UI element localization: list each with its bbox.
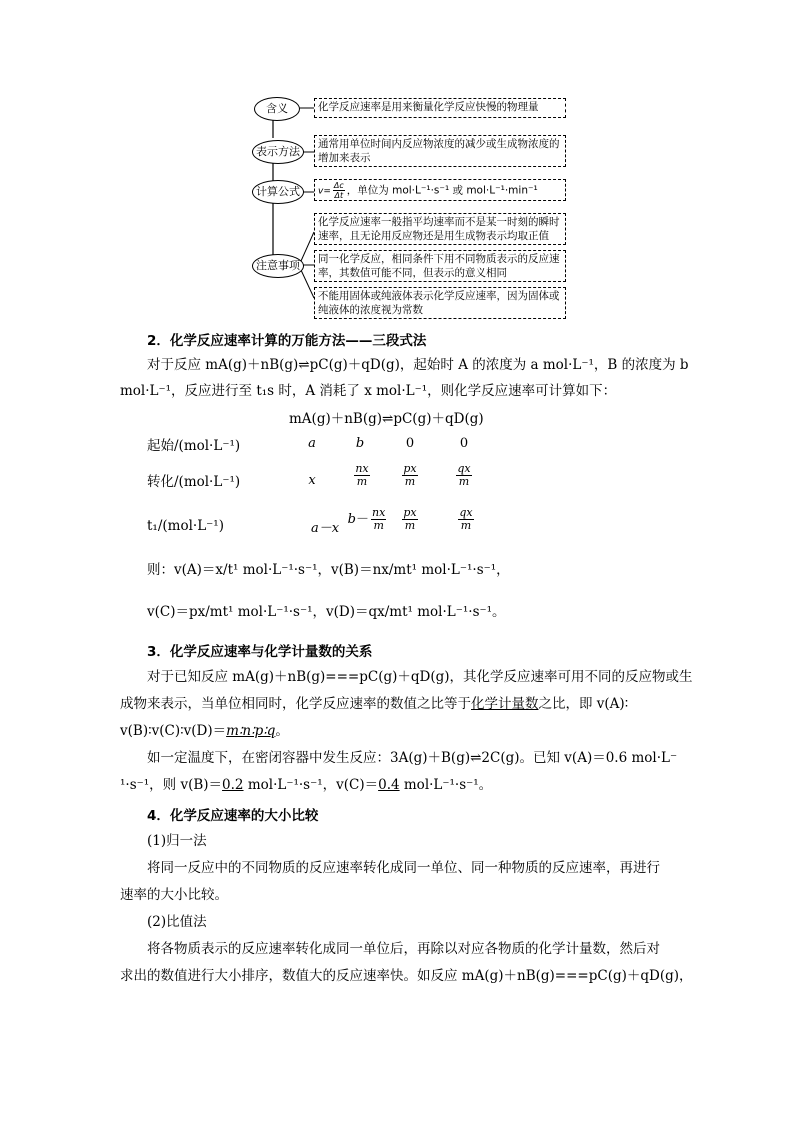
formula-v: v= — [318, 186, 331, 197]
section-2-line-2: mol·L⁻¹，反应进行至 t₁s 时，A 消耗了 x mol·L⁻¹，则化学反应速率可计算如下： — [120, 383, 617, 399]
box-note-3: 不能用固体或纯液体表示化学反应速率，因为固体或纯液体的浓度视为常数 — [314, 287, 566, 319]
row-t1-d: $\frac{qx}{m}$ — [459, 506, 473, 532]
row-change-label: 转化/(mol·L⁻¹) — [147, 474, 241, 490]
section-4-heading: 4．化学反应速率的大小比较 — [147, 808, 319, 824]
section-3-line-3: v(B)∶v(C)∶v(D)＝m∶n∶p∶q。 — [120, 723, 289, 739]
row-change-d: $\frac{qx}{m}$ — [457, 462, 471, 488]
rate-formulas-2: v(C)＝px/mt¹ mol·L⁻¹·s⁻¹，v(D)＝qx/mt¹ mol·L⁻¹·s⁻¹。 — [147, 604, 506, 620]
node-formula: 计算公式 — [252, 180, 304, 204]
row-t1-c: $\frac{px}{m}$ — [403, 506, 417, 532]
answer-vc: 0.4 — [378, 777, 400, 793]
answer-vb: 0.2 — [222, 777, 244, 793]
row-change-b: $\frac{nx}{m}$ — [355, 462, 369, 488]
section-3-line-2: 成物来表示，当单位相同时，化学反应速率的数值之比等于化学计量数之比，即 v(A)∶ — [120, 696, 629, 712]
formula-unit: 单位为 mol·L⁻¹·s⁻¹ 或 mol·L⁻¹·min⁻¹ — [357, 184, 538, 197]
box-meaning: 化学反应速率是用来衡量化学反应快慢的物理量 — [314, 98, 566, 118]
node-notes: 注意事项 — [252, 254, 304, 278]
formula-fraction: $\frac{\Delta c}{\Delta t}$ — [333, 181, 344, 200]
method-2-title: (2)比值法 — [147, 914, 207, 930]
row-initial-c: 0 — [405, 436, 415, 451]
method-1-title: (1)归一法 — [147, 833, 207, 849]
method-1-line-2: 速率的大小比较。 — [120, 887, 228, 903]
row-change-a: x — [308, 473, 316, 488]
box-note-2: 同一化学反应，相同条件下用不同物质表示的反应速率，其数值可能不同，但表示的意义相同 — [314, 250, 566, 282]
box-formula: v= $\frac{\Delta c}{\Delta t}$ ，单位为 mol·L⁻¹·s⁻¹ 或 mol·L⁻¹·min⁻¹ — [314, 179, 566, 201]
row-initial-a: a — [308, 436, 316, 451]
diagram-connectors — [230, 95, 320, 320]
rate-formulas-1: 则：v(A)＝x/t¹ mol·L⁻¹·s⁻¹，v(B)＝nx/mt¹ mol·L⁻¹·s⁻¹， — [147, 562, 510, 578]
row-t1-label: t₁/(mol·L⁻¹) — [147, 518, 224, 534]
section-3-line-4: 如一定温度下，在密闭容器中发生反应：3A(g)＋B(g)⇌2C(g)。已知 v(A)＝0.6 mol·L⁻ — [147, 750, 678, 766]
section-3-line-1: 对于已知反应 mA(g)＋nB(g)===pC(g)＋qD(g)，其化学反应速率可用不同的反应物或生 — [147, 669, 693, 685]
method-2-line-1: 将各物质表示的反应速率转化成同一单位后，再除以对应各物质的化学计量数，然后对 — [147, 941, 660, 957]
section-2-line-1: 对于反应 mA(g)＋nB(g)⇌pC(g)＋qD(g)，起始时 A 的浓度为 a mol·L⁻¹，B 的浓度为 b — [147, 357, 689, 373]
answer-ratio: m∶n∶p∶q — [226, 723, 276, 739]
row-change-c: $\frac{px}{m}$ — [403, 462, 417, 488]
section-2-heading: 2．化学反应速率计算的万能方法——三段式法 — [147, 333, 427, 349]
box-representation: 通常用单位时间内反应物浓度的减少或生成物浓度的增加来表示 — [314, 135, 566, 167]
row-t1-b: b－ $\frac{nx}{m}$ — [347, 506, 386, 532]
row-initial-label: 起始/(mol·L⁻¹) — [147, 438, 241, 454]
row-t1-a: a－x — [310, 521, 340, 536]
equation-three-stage: mA(g)＋nB(g)⇌pC(g)＋qD(g) — [289, 411, 484, 427]
row-initial-b: b — [355, 436, 365, 451]
row-initial-d: 0 — [459, 436, 469, 451]
section-3-line-5: ¹·s⁻¹，则 v(B)＝0.2 mol·L⁻¹·s⁻¹，v(C)＝0.4 mol·L⁻¹·s⁻¹。 — [120, 777, 493, 793]
box-note-1: 化学反应速率一般指平均速率而不是某一时刻的瞬时速率，且无论用反应物还是用生成物表示均取正值 — [314, 213, 566, 245]
node-representation: 表示方法 — [252, 140, 304, 164]
node-meaning: 含义 — [254, 97, 300, 121]
section-3-heading: 3．化学反应速率与化学计量数的关系 — [147, 644, 373, 660]
method-1-line-1: 将同一反应中的不同物质的反应速率转化成同一单位、同一种物质的反应速率，再进行 — [147, 860, 660, 876]
method-2-line-2: 求出的数值进行大小排序，数值大的反应速率快。如反应 mA(g)＋nB(g)===pC(g)＋qD(g)， — [120, 968, 693, 984]
answer-stoich-coefficient: 化学计量数 — [471, 696, 539, 712]
